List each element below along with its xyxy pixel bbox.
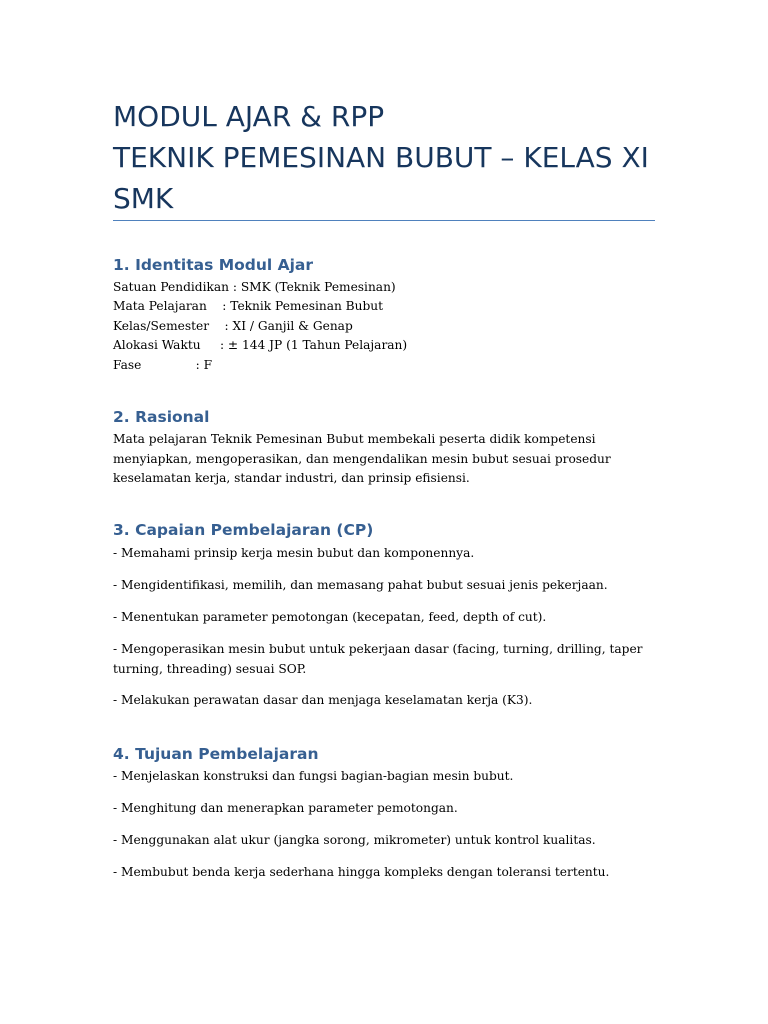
section-capaian xyxy=(113,520,658,540)
section-tujuan xyxy=(113,744,658,764)
identitas-row-mapel: Mata Pelajaran : Teknik Pemesinan Bubut xyxy=(113,299,384,314)
capaian-item: - Mengidentifikasi, memilih, dan memasang pahat bubut sesuai jenis pekerjaan. xyxy=(113,578,608,592)
tujuan-item: - Menggunakan alat ukur (jangka sorong, mikrometer) untuk kontrol kualitas. xyxy=(113,833,596,847)
section-heading-capaian: 3. Capaian Pembelajaran (CP) xyxy=(113,521,374,539)
document-page xyxy=(113,0,658,1024)
identitas-row-satuan: Satuan Pendidikan : SMK (Teknik Pemesinan) xyxy=(113,280,396,294)
capaian-item: - Menentukan parameter pemotongan (kecepatan, feed, depth of cut). xyxy=(113,610,547,624)
identitas-row-alokasi: Alokasi Waktu : ± 144 JP (1 Tahun Pelajaran) xyxy=(113,338,408,353)
tujuan-item: - Menjelaskan konstruksi dan fungsi bagian-bagian mesin bubut. xyxy=(113,769,514,783)
rasional-paragraph: Mata pelajaran Teknik Pemesinan Bubut membekali peserta didik kompetensi menyiapkan, mengoperasikan, dan mengendalikan mesin bubut sesuai prosedur keselamatan kerja, standar industri, dan prinsip efisiensi. xyxy=(113,432,611,485)
capaian-item: - Mengoperasikan mesin bubut untuk pekerjaan dasar (facing, turning, drilling, taper turning, threading) sesuai SOP. xyxy=(113,642,643,676)
section-heading-rasional: 2. Rasional xyxy=(113,408,210,426)
title-line-2: TEKNIK PEMESINAN BUBUT – KELAS XI xyxy=(113,141,649,174)
title-divider xyxy=(113,220,655,221)
title-line-3: SMK xyxy=(113,182,174,215)
title-line-1: MODUL AJAR & RPP xyxy=(113,100,385,133)
capaian-item: - Melakukan perawatan dasar dan menjaga keselamatan kerja (K3). xyxy=(113,693,533,707)
identitas-row-fase: Fase : F xyxy=(113,357,213,372)
capaian-item: - Memahami prinsip kerja mesin bubut dan komponennya. xyxy=(113,546,475,560)
tujuan-item: - Menghitung dan menerapkan parameter pemotongan. xyxy=(113,801,458,815)
document-title xyxy=(113,96,658,219)
section-identitas xyxy=(113,255,658,275)
identitas-row-kelas: Kelas/Semester : XI / Ganjil & Genap xyxy=(113,318,353,333)
section-rasional xyxy=(113,407,658,427)
identitas-list xyxy=(113,278,658,375)
section-heading-tujuan: 4. Tujuan Pembelajaran xyxy=(113,745,319,763)
section-heading-identitas: 1. Identitas Modul Ajar xyxy=(113,256,314,274)
tujuan-item: - Membubut benda kerja sederhana hingga kompleks dengan toleransi tertentu. xyxy=(113,865,610,879)
